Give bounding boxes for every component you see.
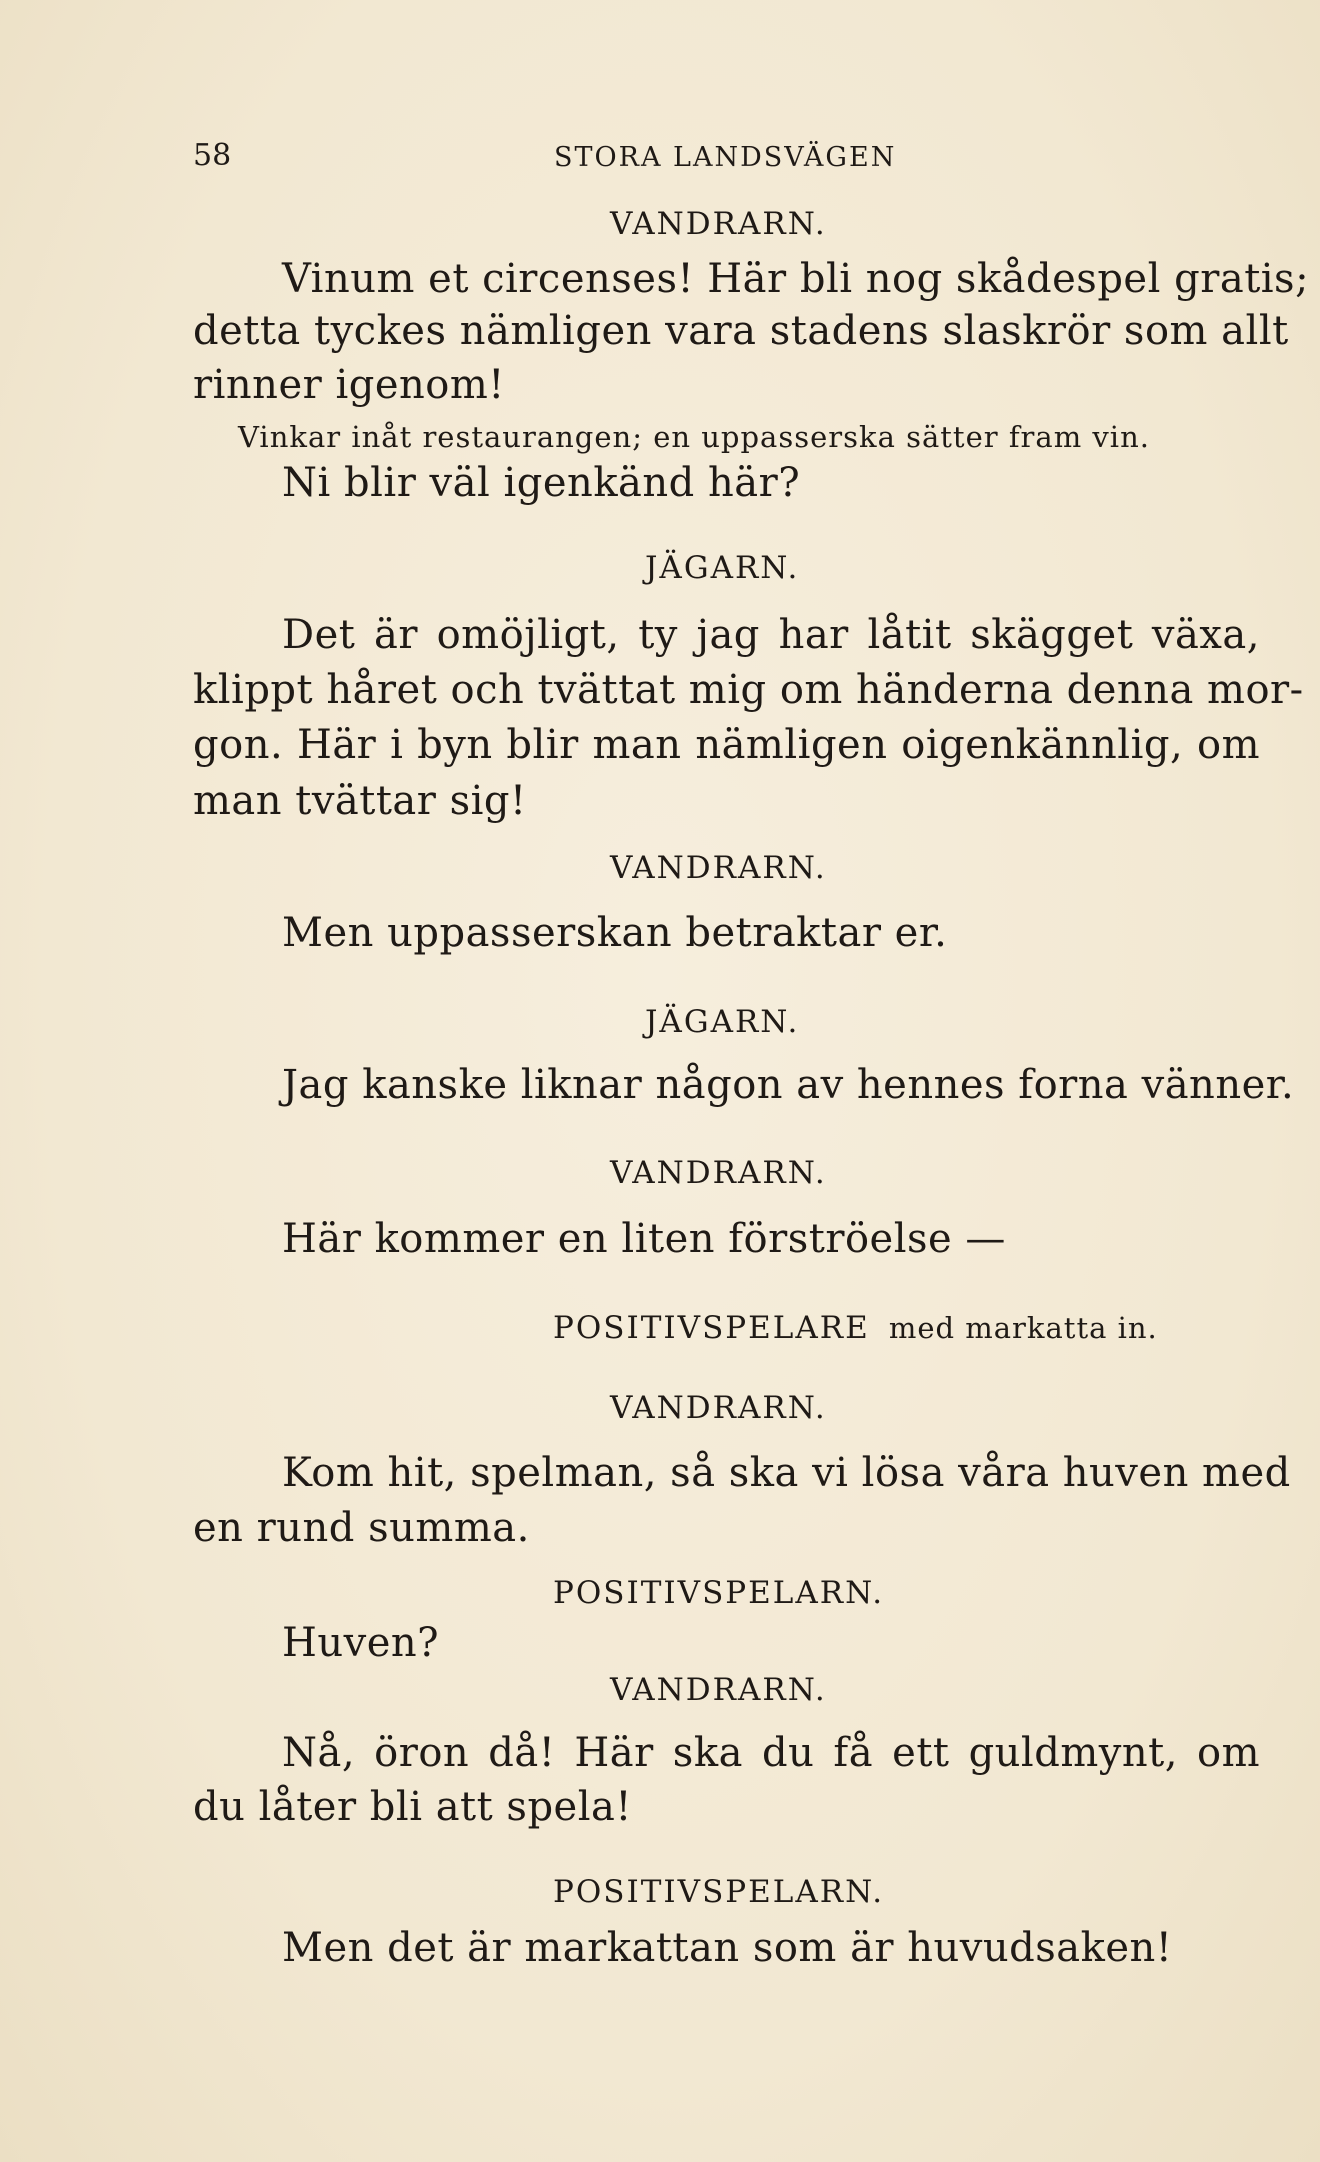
dialogue-line: klippt håret och tvättat mig om händerna denna mor- [193, 667, 1304, 713]
speaker-name: VANDRARN. [610, 850, 827, 886]
dialogue-line: Nå, öron då! Här ska du få ett guldmynt, om [282, 1730, 1260, 1776]
speaker-name: POSITIVSPELARN. [553, 1874, 885, 1910]
stage-character: POSITIVSPELARE [553, 1310, 870, 1346]
speaker-name: JÄGARN. [645, 550, 800, 586]
speaker-name: VANDRARN. [610, 206, 827, 242]
stage-action: med markatta in. [888, 1311, 1158, 1345]
dialogue-line: Ni blir väl igenkänd här? [282, 460, 801, 506]
dialogue-line: Här kommer en liten förströelse — [282, 1216, 1006, 1262]
page-header [0, 138, 1320, 178]
speaker-name: VANDRARN. [610, 1390, 827, 1426]
dialogue-line: Det är omöjligt, ty jag har låtit skägget växa, [282, 612, 1260, 658]
dialogue-line: Vinum et circenses! Här bli nog skådespel gratis; [282, 256, 1310, 302]
dialogue-line: Kom hit, spelman, så ska vi lösa våra huven med [282, 1450, 1291, 1496]
speaker-name: VANDRARN. [610, 1672, 827, 1708]
dialogue-line: detta tyckes nämligen vara stadens slaskrör som allt [193, 308, 1289, 354]
dialogue-line: du låter bli att spela! [193, 1784, 632, 1830]
dialogue-line: Huven? [282, 1620, 440, 1666]
dialogue-line: Men det är markattan som är huvudsaken! [282, 1925, 1173, 1971]
stage-direction [553, 1310, 1158, 1346]
stage-direction: Vinkar inåt restaurangen; en uppasserska sätter fram vin. [238, 420, 1150, 454]
dialogue-line: Jag kanske liknar någon av hennes forna vänner. [282, 1062, 1295, 1108]
dialogue-line: gon. Här i byn blir man nämligen oigenkännlig, om [193, 722, 1260, 768]
speaker-name: VANDRARN. [610, 1155, 827, 1191]
dialogue-line: rinner igenom! [193, 362, 505, 408]
running-title: STORA LANDSVÄGEN [554, 142, 897, 173]
dialogue-line: man tvättar sig! [193, 778, 527, 824]
page-number: 58 [193, 138, 232, 173]
speaker-name: POSITIVSPELARN. [553, 1575, 885, 1611]
speaker-name: JÄGARN. [645, 1004, 800, 1040]
dialogue-line: Men uppasserskan betraktar er. [282, 910, 948, 956]
dialogue-line: en rund summa. [193, 1505, 530, 1551]
